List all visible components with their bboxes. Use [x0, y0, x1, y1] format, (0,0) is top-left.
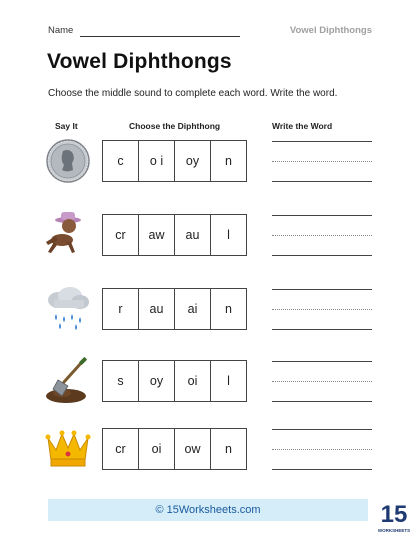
- write-line-base: [272, 255, 372, 256]
- name-row: [48, 25, 372, 39]
- exercise-row-1: [0, 140, 416, 182]
- write-line-base: [272, 401, 372, 402]
- write-area[interactable]: [272, 140, 372, 182]
- column-header-write: Write the Word: [272, 121, 333, 131]
- write-line-top: [272, 429, 372, 430]
- choice-box[interactable]: r: [102, 288, 139, 330]
- diphthong-choices: [102, 360, 247, 402]
- choice-box[interactable]: oi: [174, 360, 211, 402]
- write-line-base: [272, 469, 372, 470]
- rain-cloud-icon: [42, 286, 94, 332]
- write-area[interactable]: [272, 288, 372, 330]
- write-line-mid: [272, 449, 372, 450]
- choice-box[interactable]: l: [210, 360, 247, 402]
- choice-box[interactable]: aw: [138, 214, 175, 256]
- write-line-mid: [272, 309, 372, 310]
- write-line-top: [272, 361, 372, 362]
- exercise-row-2: [0, 214, 416, 256]
- write-line-top: [272, 215, 372, 216]
- diphthong-choices: [102, 214, 247, 256]
- page-title: Vowel Diphthongs: [47, 50, 232, 73]
- write-line-top: [272, 289, 372, 290]
- choice-box[interactable]: n: [210, 288, 247, 330]
- write-area[interactable]: [272, 214, 372, 256]
- write-area[interactable]: [272, 428, 372, 470]
- crawling-baby-icon: [42, 212, 94, 258]
- column-header-choose: Choose the Diphthong: [129, 121, 221, 131]
- instructions: Choose the middle sound to complete each word. Write the word.: [48, 88, 338, 99]
- exercise-row-5: [0, 428, 416, 470]
- choice-box[interactable]: oy: [138, 360, 175, 402]
- write-line-top: [272, 141, 372, 142]
- write-line-base: [272, 329, 372, 330]
- choice-box[interactable]: n: [210, 428, 247, 470]
- exercise-row-4: [0, 360, 416, 402]
- exercise-row-3: [0, 288, 416, 330]
- choice-box[interactable]: oy: [174, 140, 211, 182]
- choice-box[interactable]: n: [210, 140, 247, 182]
- diphthong-choices: [102, 140, 247, 182]
- logo-number: 15: [380, 501, 408, 528]
- choice-box[interactable]: s: [102, 360, 139, 402]
- name-label: Name: [48, 25, 74, 36]
- write-line-base: [272, 181, 372, 182]
- sheet-tag: Vowel Diphthongs: [289, 25, 372, 36]
- gold-crown-icon: [42, 426, 94, 472]
- choice-box[interactable]: ow: [174, 428, 211, 470]
- write-area[interactable]: [272, 360, 372, 402]
- choice-box[interactable]: oi: [138, 428, 175, 470]
- choice-box[interactable]: au: [174, 214, 211, 256]
- diphthong-choices: [102, 428, 247, 470]
- write-line-mid: [272, 161, 372, 162]
- write-line-mid: [272, 381, 372, 382]
- shovel-in-soil-icon: [42, 358, 94, 404]
- footer-link[interactable]: © 15Worksheets.com: [155, 504, 261, 516]
- choice-box[interactable]: c: [102, 140, 139, 182]
- write-line-mid: [272, 235, 372, 236]
- choice-box[interactable]: cr: [102, 428, 139, 470]
- diphthong-choices: [102, 288, 247, 330]
- logo-subtext: WORKSHEETS: [377, 528, 411, 533]
- choice-box[interactable]: au: [138, 288, 175, 330]
- quarter-coin-icon: [42, 138, 94, 184]
- choice-box[interactable]: o i: [138, 140, 175, 182]
- name-write-line[interactable]: [80, 36, 240, 37]
- choice-box[interactable]: l: [210, 214, 247, 256]
- worksheets-logo: [377, 495, 411, 535]
- column-header-say: Say It: [55, 121, 78, 131]
- choice-box[interactable]: ai: [174, 288, 211, 330]
- footer-bar: [48, 499, 368, 521]
- choice-box[interactable]: cr: [102, 214, 139, 256]
